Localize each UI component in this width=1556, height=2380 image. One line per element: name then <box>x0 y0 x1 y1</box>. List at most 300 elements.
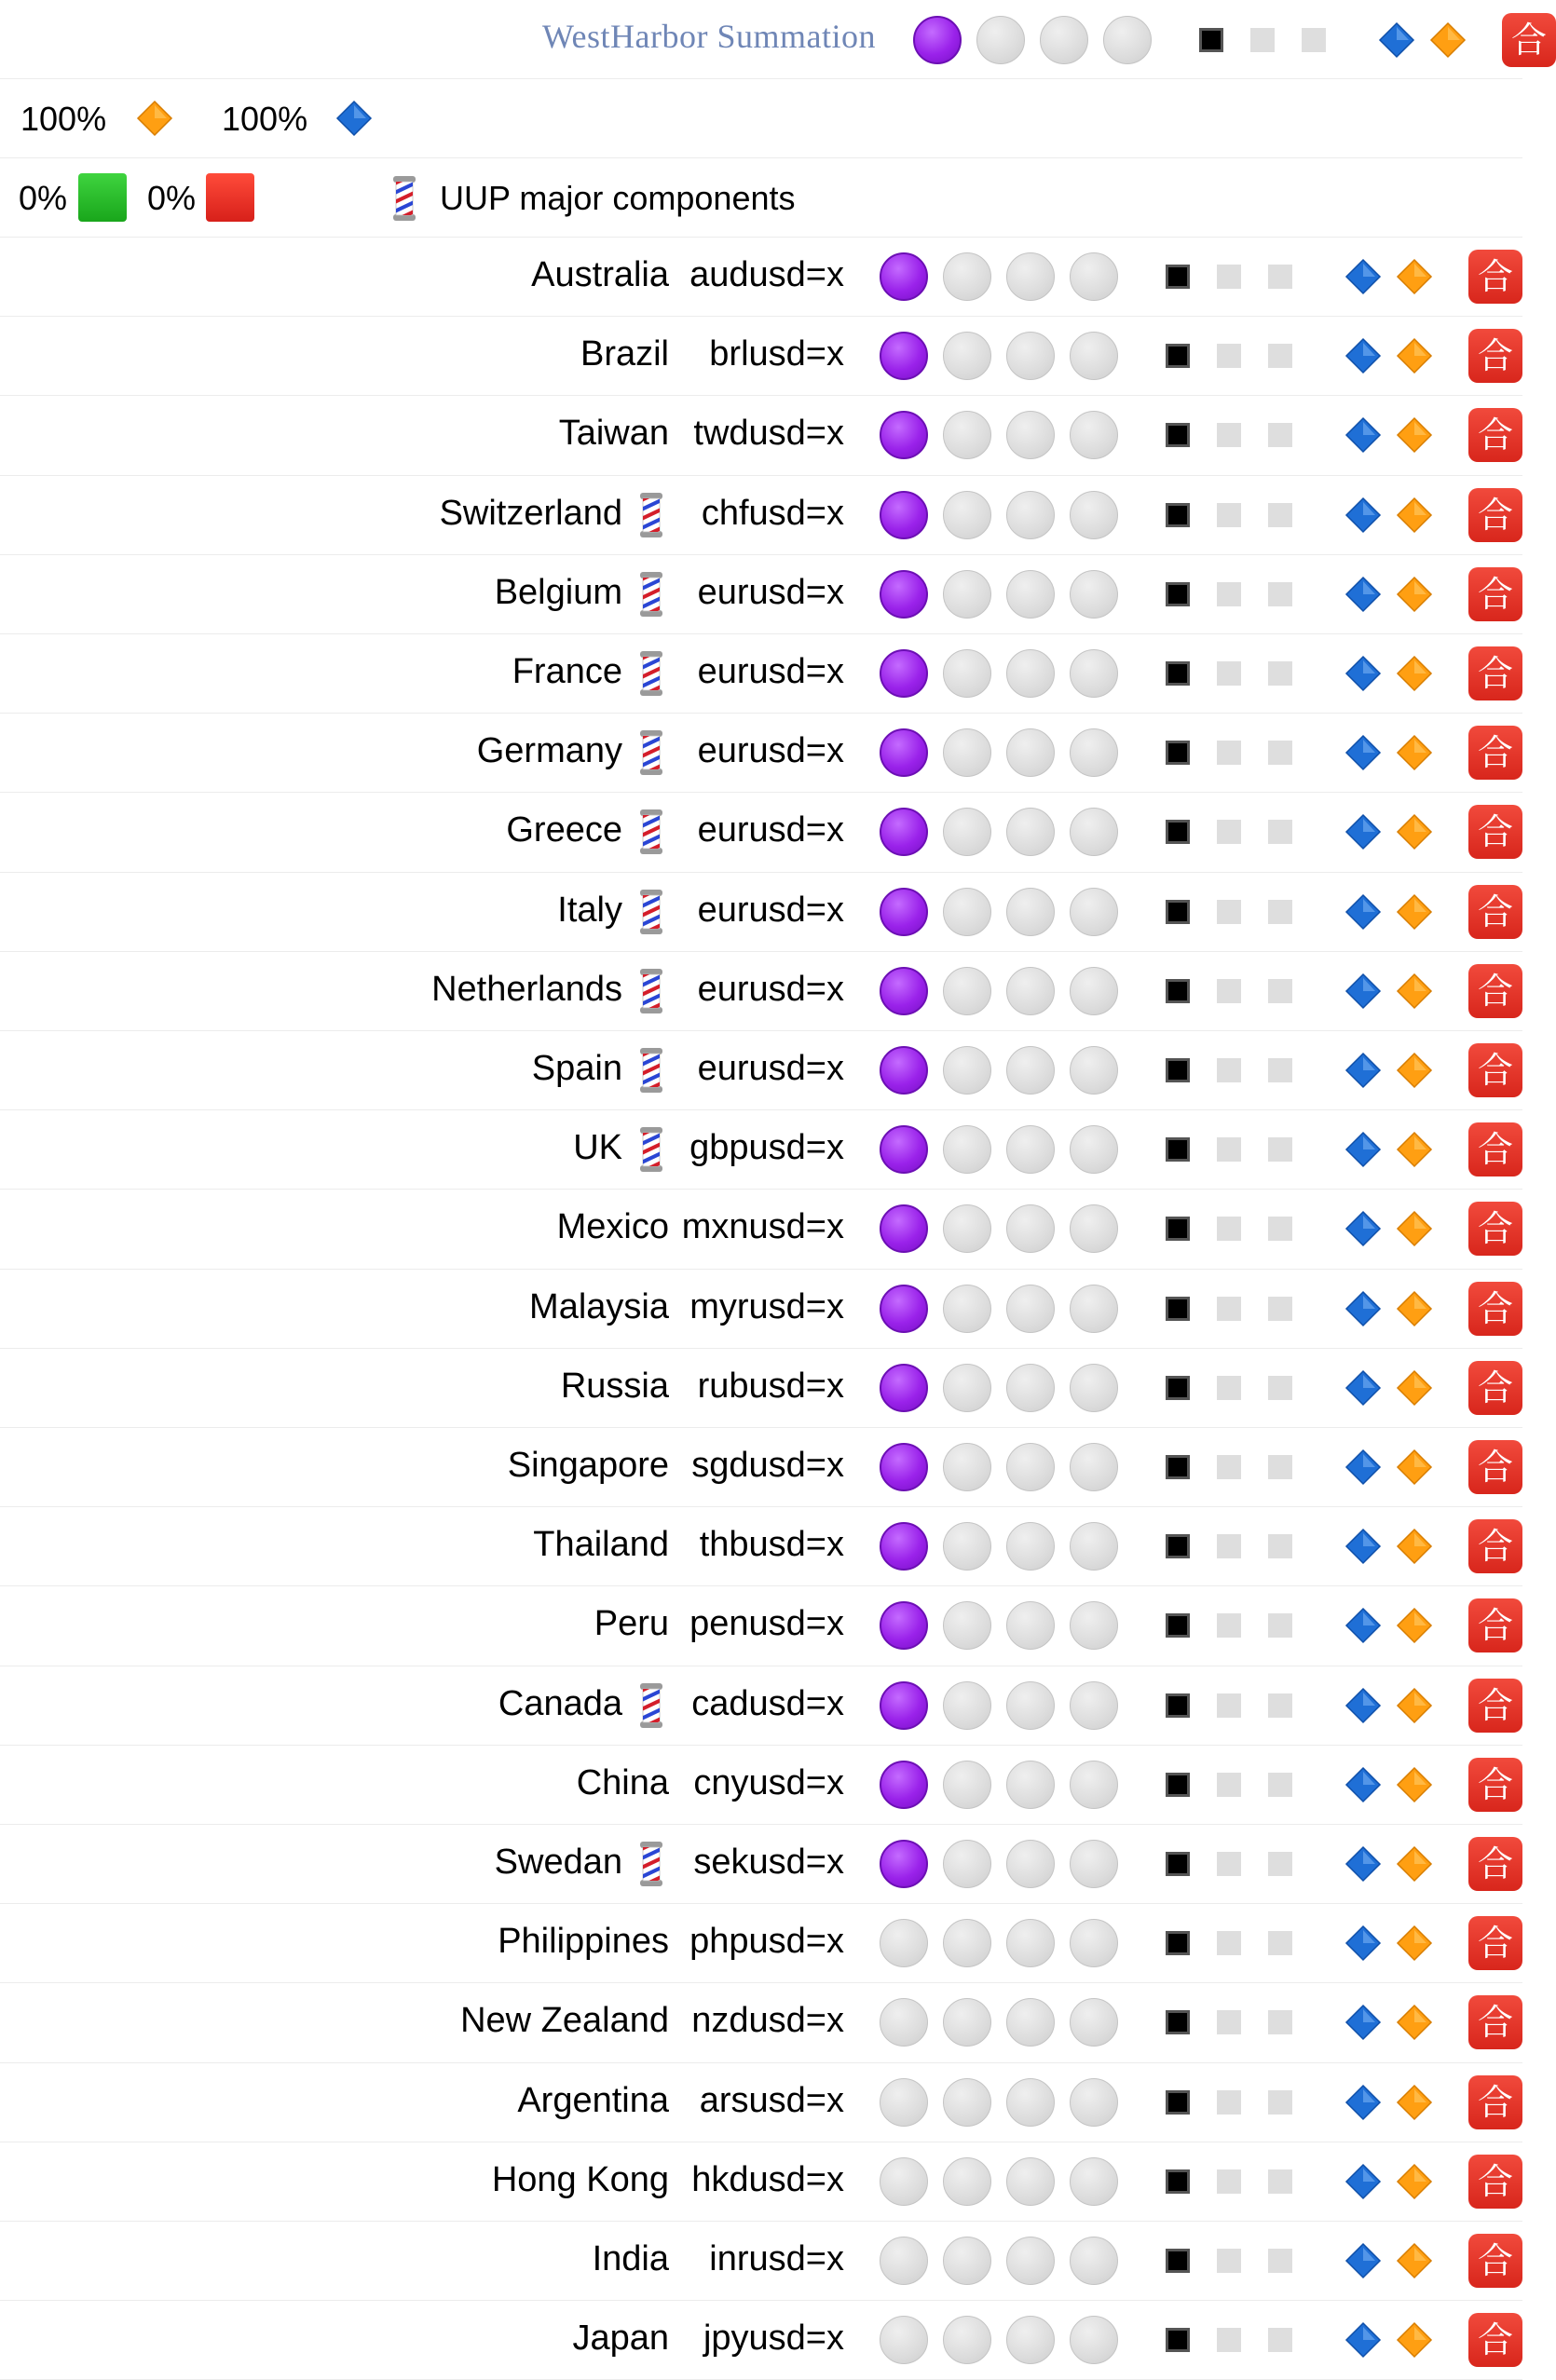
gray-square-button[interactable] <box>1268 1773 1292 1797</box>
purple-circle-button[interactable] <box>880 1522 928 1571</box>
purple-circle-button[interactable] <box>880 728 928 777</box>
gray-circle-button[interactable] <box>943 649 991 698</box>
gray-circle-button[interactable] <box>1006 491 1055 539</box>
ticker-label: brlusd=x <box>709 334 844 374</box>
country-name: Philippines <box>498 1922 669 1962</box>
orange-diamond-icon[interactable] <box>1396 1448 1433 1486</box>
black-square-button[interactable] <box>1166 582 1190 606</box>
orange-diamond-icon[interactable] <box>1396 1924 1433 1962</box>
country-row <box>0 2301 1522 2380</box>
purple-circle-button[interactable] <box>880 808 928 856</box>
gray-square-button[interactable] <box>1268 1613 1292 1638</box>
gray-square-button[interactable] <box>1217 2090 1241 2115</box>
gray-circle-button[interactable] <box>880 2078 928 2127</box>
gray-circle-button[interactable] <box>943 1125 991 1174</box>
country-name: Netherlands <box>431 969 622 1009</box>
blue-diamond-icon[interactable] <box>1344 1845 1382 1883</box>
gray-circle-button[interactable] <box>1070 1601 1118 1650</box>
gray-circle-button[interactable] <box>1070 1443 1118 1491</box>
kanji-button[interactable]: 合 <box>1468 567 1522 621</box>
barber-pole-icon <box>635 968 667 1014</box>
black-square-button[interactable] <box>1166 1455 1190 1479</box>
gray-circle-button[interactable] <box>1006 2316 1055 2364</box>
country-row <box>0 476 1522 555</box>
country-name: India <box>592 2239 669 2278</box>
black-square-button[interactable] <box>1166 1137 1190 1162</box>
orange-diamond-icon[interactable] <box>1396 893 1433 931</box>
gray-circle-button[interactable] <box>1070 1364 1118 1412</box>
blue-diamond-icon[interactable] <box>1344 972 1382 1010</box>
ticker-label: rubusd=x <box>697 1366 844 1406</box>
black-square-button[interactable] <box>1199 28 1223 52</box>
purple-circle-button[interactable] <box>880 1364 928 1412</box>
gray-circle-button[interactable] <box>1070 1285 1118 1333</box>
gray-square-button[interactable] <box>1268 1852 1292 1876</box>
gray-square-button[interactable] <box>1268 1534 1292 1558</box>
gray-square-button[interactable] <box>1268 1137 1292 1162</box>
gray-square-button[interactable] <box>1217 2328 1241 2352</box>
gray-circle-button[interactable] <box>1070 2316 1118 2364</box>
gray-circle-button[interactable] <box>943 1998 991 2047</box>
gray-circle-button[interactable] <box>943 1761 991 1809</box>
gray-circle-button[interactable] <box>1006 1125 1055 1174</box>
kanji-button[interactable]: 合 <box>1468 329 1522 383</box>
gray-square-button[interactable] <box>1268 1376 1292 1400</box>
kanji-button[interactable]: 合 <box>1468 1519 1522 1573</box>
black-square-button[interactable] <box>1166 979 1190 1003</box>
gray-square-button[interactable] <box>1250 28 1275 52</box>
purple-circle-button[interactable] <box>880 1761 928 1809</box>
gray-circle-button[interactable] <box>943 808 991 856</box>
gray-circle-button[interactable] <box>1070 1919 1118 1967</box>
gray-circle-button[interactable] <box>976 16 1025 64</box>
black-square-button[interactable] <box>1166 2328 1190 2352</box>
gray-square-button[interactable] <box>1217 1931 1241 1955</box>
gray-circle-button[interactable] <box>943 2157 991 2206</box>
gray-circle-button[interactable] <box>943 1681 991 1730</box>
gray-circle-button[interactable] <box>1006 1681 1055 1730</box>
gray-circle-button[interactable] <box>1070 1522 1118 1571</box>
gray-square-button[interactable] <box>1268 820 1292 844</box>
black-square-button[interactable] <box>1166 820 1190 844</box>
gray-circle-button[interactable] <box>1070 1681 1118 1730</box>
gray-square-button[interactable] <box>1268 661 1292 686</box>
black-square-button[interactable] <box>1166 1297 1190 1321</box>
blue-diamond-icon[interactable] <box>1344 416 1382 454</box>
gray-circle-button[interactable] <box>1006 1601 1055 1650</box>
gray-square-button[interactable] <box>1217 1613 1241 1638</box>
blue-diamond-icon[interactable] <box>1344 337 1382 374</box>
blue-diamond-icon[interactable] <box>1344 1131 1382 1168</box>
gray-circle-button[interactable] <box>1040 16 1088 64</box>
blue-diamond-icon[interactable] <box>1344 1924 1382 1962</box>
gray-square-button[interactable] <box>1217 582 1241 606</box>
black-square-button[interactable] <box>1166 1058 1190 1082</box>
kanji-button[interactable]: 合 <box>1468 964 1522 1018</box>
gray-circle-button[interactable] <box>943 728 991 777</box>
blue-diamond-icon[interactable] <box>1344 813 1382 850</box>
kanji-button[interactable]: 合 <box>1468 646 1522 700</box>
blue-diamond-icon[interactable] <box>1344 2242 1382 2279</box>
gray-circle-button[interactable] <box>943 967 991 1015</box>
gray-circle-button[interactable] <box>1070 888 1118 936</box>
gray-circle-button[interactable] <box>1070 252 1118 301</box>
gray-square-button[interactable] <box>1217 661 1241 686</box>
blue-diamond-icon[interactable] <box>1344 1290 1382 1327</box>
gray-square-button[interactable] <box>1268 423 1292 447</box>
gray-circle-button[interactable] <box>1006 1840 1055 1888</box>
black-square-button[interactable] <box>1166 1534 1190 1558</box>
gray-circle-button[interactable] <box>1006 411 1055 459</box>
kanji-button[interactable]: 合 <box>1468 805 1522 859</box>
black-square-button[interactable] <box>1166 1376 1190 1400</box>
purple-circle-button[interactable] <box>880 570 928 619</box>
black-square-button[interactable] <box>1166 423 1190 447</box>
gray-circle-button[interactable] <box>880 1998 928 2047</box>
gray-circle-button[interactable] <box>943 1364 991 1412</box>
gray-circle-button[interactable] <box>1070 808 1118 856</box>
gray-square-button[interactable] <box>1268 979 1292 1003</box>
black-square-button[interactable] <box>1166 344 1190 368</box>
gray-square-button[interactable] <box>1217 2249 1241 2273</box>
barber-pole-icon <box>635 650 667 697</box>
gray-circle-button[interactable] <box>1006 570 1055 619</box>
purple-circle-button[interactable] <box>880 1840 928 1888</box>
kanji-button[interactable]: 合 <box>1468 1361 1522 1415</box>
gray-circle-button[interactable] <box>1006 808 1055 856</box>
gray-square-button[interactable] <box>1268 900 1292 924</box>
gray-circle-button[interactable] <box>1070 1046 1118 1095</box>
ticker-label: jpyusd=x <box>703 2319 844 2359</box>
purple-circle-button[interactable] <box>880 1046 928 1095</box>
purple-circle-button[interactable] <box>880 252 928 301</box>
gray-square-button[interactable] <box>1268 2328 1292 2352</box>
gray-circle-button[interactable] <box>943 252 991 301</box>
gray-circle-button[interactable] <box>1070 967 1118 1015</box>
gray-square-button[interactable] <box>1217 1852 1241 1876</box>
purple-circle-button[interactable] <box>880 649 928 698</box>
kanji-button[interactable]: 合 <box>1468 2234 1522 2288</box>
orange-diamond-icon[interactable] <box>1396 576 1433 613</box>
kanji-button[interactable]: 合 <box>1468 1916 1522 1970</box>
orange-diamond-icon[interactable] <box>1396 2004 1433 2041</box>
gray-circle-button[interactable] <box>943 1204 991 1253</box>
kanji-button[interactable]: 合 <box>1468 885 1522 939</box>
blue-diamond-icon[interactable] <box>1344 1369 1382 1407</box>
gray-circle-button[interactable] <box>943 491 991 539</box>
gray-square-button[interactable] <box>1217 344 1241 368</box>
country-name: Germany <box>476 731 622 771</box>
gray-circle-button[interactable] <box>943 1285 991 1333</box>
gray-circle-button[interactable] <box>943 1046 991 1095</box>
gray-circle-button[interactable] <box>1070 649 1118 698</box>
blue-diamond-icon[interactable] <box>1344 1052 1382 1089</box>
purple-circle-button[interactable] <box>880 491 928 539</box>
gray-square-button[interactable] <box>1268 2249 1292 2273</box>
ticker-label: penusd=x <box>689 1604 844 1644</box>
orange-diamond-icon[interactable] <box>1396 258 1433 295</box>
gray-circle-button[interactable] <box>1006 728 1055 777</box>
gray-circle-button[interactable] <box>1070 2078 1118 2127</box>
gray-square-button[interactable] <box>1268 1931 1292 1955</box>
country-name: Argentina <box>517 2080 669 2120</box>
orange-diamond-icon[interactable] <box>1396 1052 1433 1089</box>
kanji-button[interactable]: 合 <box>1468 1202 1522 1256</box>
gray-circle-button[interactable] <box>943 332 991 380</box>
black-square-button[interactable] <box>1166 1217 1190 1241</box>
gray-circle-button[interactable] <box>943 1443 991 1491</box>
gray-circle-button[interactable] <box>1006 1285 1055 1333</box>
orange-diamond-icon[interactable] <box>1396 972 1433 1010</box>
black-square-button[interactable] <box>1166 1613 1190 1638</box>
kanji-button[interactable]: 合 <box>1468 1043 1522 1097</box>
kanji-button[interactable]: 合 <box>1468 408 1522 462</box>
orange-diamond-icon[interactable] <box>1429 21 1467 59</box>
kanji-button[interactable]: 合 <box>1468 726 1522 780</box>
purple-circle-button[interactable] <box>880 1443 928 1491</box>
orange-diamond-icon[interactable] <box>1396 1131 1433 1168</box>
kanji-button[interactable]: 合 <box>1468 1598 1522 1652</box>
orange-diamond-icon[interactable] <box>1396 1766 1433 1803</box>
gray-circle-button[interactable] <box>1006 252 1055 301</box>
gray-circle-button[interactable] <box>943 1840 991 1888</box>
country-row <box>0 1825 1522 1904</box>
blue-diamond-icon[interactable] <box>1378 21 1415 59</box>
gray-square-button[interactable] <box>1217 1534 1241 1558</box>
kanji-button[interactable]: 合 <box>1468 1995 1522 2049</box>
gray-square-button[interactable] <box>1217 2010 1241 2034</box>
gray-circle-button[interactable] <box>1070 1840 1118 1888</box>
gray-circle-button[interactable] <box>1006 1522 1055 1571</box>
orange-diamond-icon[interactable] <box>1396 1845 1433 1883</box>
blue-diamond-icon[interactable] <box>1344 2163 1382 2200</box>
orange-diamond-icon[interactable] <box>1396 734 1433 771</box>
black-square-button[interactable] <box>1166 2090 1190 2115</box>
orange-diamond-icon[interactable] <box>1396 1369 1433 1407</box>
gray-circle-button[interactable] <box>943 2237 991 2285</box>
blue-diamond-icon[interactable] <box>1344 1448 1382 1486</box>
gray-circle-button[interactable] <box>943 2316 991 2364</box>
country-row <box>0 1904 1522 1983</box>
country-name: Taiwan <box>558 414 669 454</box>
country-row <box>0 714 1522 793</box>
blue-diamond-icon[interactable] <box>1344 2084 1382 2121</box>
kanji-button[interactable]: 合 <box>1468 1440 1522 1494</box>
gray-circle-button[interactable] <box>1070 491 1118 539</box>
gray-square-button[interactable] <box>1268 1693 1292 1718</box>
gray-circle-button[interactable] <box>1006 1204 1055 1253</box>
gray-circle-button[interactable] <box>943 1919 991 1967</box>
blue-diamond-icon[interactable] <box>1344 2004 1382 2041</box>
gray-square-button[interactable] <box>1268 1455 1292 1479</box>
blue-diamond-icon[interactable] <box>1344 258 1382 295</box>
purple-circle-button[interactable] <box>880 1125 928 1174</box>
gray-circle-button[interactable] <box>1070 2237 1118 2285</box>
gray-circle-button[interactable] <box>1006 1998 1055 2047</box>
purple-circle-button[interactable] <box>880 1681 928 1730</box>
blue-diamond-icon[interactable] <box>1344 655 1382 692</box>
gray-circle-button[interactable] <box>1006 649 1055 698</box>
gray-circle-button[interactable] <box>1006 1761 1055 1809</box>
orange-diamond-icon[interactable] <box>1396 2163 1433 2200</box>
kanji-button[interactable]: 合 <box>1468 2075 1522 2129</box>
orange-diamond-icon[interactable] <box>1396 1290 1433 1327</box>
blue-diamond-icon[interactable] <box>1344 1528 1382 1565</box>
black-square-button[interactable] <box>1166 265 1190 289</box>
green-percent: 0% <box>19 179 68 217</box>
orange-diamond-icon[interactable] <box>1396 1687 1433 1724</box>
gray-circle-button[interactable] <box>1070 1998 1118 2047</box>
gray-circle-button[interactable] <box>943 411 991 459</box>
gray-circle-button[interactable] <box>1006 2078 1055 2127</box>
blue-diamond-icon[interactable] <box>1344 2321 1382 2359</box>
blue-diamond-icon[interactable] <box>1344 893 1382 931</box>
gray-circle-button[interactable] <box>943 2078 991 2127</box>
blue-diamond-icon[interactable] <box>1344 576 1382 613</box>
gray-square-button[interactable] <box>1268 2090 1292 2115</box>
gray-circle-button[interactable] <box>1070 1125 1118 1174</box>
kanji-button[interactable]: 合 <box>1468 488 1522 542</box>
gray-square-button[interactable] <box>1302 28 1326 52</box>
gray-square-button[interactable] <box>1217 1217 1241 1241</box>
black-square-button[interactable] <box>1166 741 1190 765</box>
gray-square-button[interactable] <box>1268 1217 1292 1241</box>
blue-diamond-icon[interactable] <box>1344 734 1382 771</box>
gray-circle-button[interactable] <box>1070 728 1118 777</box>
kanji-button[interactable]: 合 <box>1468 250 1522 304</box>
black-square-button[interactable] <box>1166 900 1190 924</box>
gray-circle-button[interactable] <box>1103 16 1152 64</box>
gray-circle-button[interactable] <box>1006 332 1055 380</box>
orange-diamond-icon[interactable] <box>1396 2321 1433 2359</box>
gray-square-button[interactable] <box>1268 741 1292 765</box>
gray-square-button[interactable] <box>1217 1773 1241 1797</box>
black-square-button[interactable] <box>1166 1693 1190 1718</box>
gray-circle-button[interactable] <box>1070 332 1118 380</box>
purple-circle-button[interactable] <box>880 967 928 1015</box>
black-square-button[interactable] <box>1166 1773 1190 1797</box>
black-square-button[interactable] <box>1166 661 1190 686</box>
black-square-button[interactable] <box>1166 1931 1190 1955</box>
black-square-button[interactable] <box>1166 2169 1190 2194</box>
gray-circle-button[interactable] <box>943 1601 991 1650</box>
blue-diamond-icon[interactable] <box>1344 1687 1382 1724</box>
orange-diamond-icon[interactable] <box>1396 496 1433 534</box>
gray-square-button[interactable] <box>1268 344 1292 368</box>
gray-circle-button[interactable] <box>1070 2157 1118 2206</box>
gray-circle-button[interactable] <box>880 2316 928 2364</box>
purple-circle-button[interactable] <box>880 888 928 936</box>
orange-diamond-icon[interactable] <box>1396 1607 1433 1644</box>
gray-square-button[interactable] <box>1217 1137 1241 1162</box>
kanji-button[interactable]: 合 <box>1468 1837 1522 1891</box>
gray-circle-button[interactable] <box>880 1919 928 1967</box>
purple-circle-button[interactable] <box>880 1204 928 1253</box>
gray-circle-button[interactable] <box>1006 1443 1055 1491</box>
orange-diamond-icon[interactable] <box>1396 2084 1433 2121</box>
orange-diamond-icon[interactable] <box>1396 655 1433 692</box>
orange-diamond-icon[interactable] <box>1396 2242 1433 2279</box>
blue-diamond-icon[interactable] <box>1344 1766 1382 1803</box>
gray-circle-button[interactable] <box>943 888 991 936</box>
black-square-button[interactable] <box>1166 2010 1190 2034</box>
gray-circle-button[interactable] <box>880 2237 928 2285</box>
black-square-button[interactable] <box>1166 2249 1190 2273</box>
gray-square-button[interactable] <box>1268 1297 1292 1321</box>
gray-square-button[interactable] <box>1217 900 1241 924</box>
gray-circle-button[interactable] <box>943 1522 991 1571</box>
gray-square-button[interactable] <box>1217 820 1241 844</box>
gray-square-button[interactable] <box>1217 265 1241 289</box>
kanji-button[interactable]: 合 <box>1468 2313 1522 2367</box>
purple-circle-button[interactable] <box>880 332 928 380</box>
gray-square-button[interactable] <box>1268 503 1292 527</box>
gray-circle-button[interactable] <box>1070 1204 1118 1253</box>
gray-square-button[interactable] <box>1268 2010 1292 2034</box>
gray-square-button[interactable] <box>1217 423 1241 447</box>
gray-square-button[interactable] <box>1217 979 1241 1003</box>
ticker-label: nzdusd=x <box>691 2001 844 2041</box>
orange-diamond-icon[interactable] <box>1396 416 1433 454</box>
kanji-button[interactable]: 合 <box>1468 1679 1522 1733</box>
gray-square-button[interactable] <box>1217 741 1241 765</box>
orange-diamond-icon[interactable] <box>1396 1210 1433 1247</box>
orange-diamond-icon[interactable] <box>1396 813 1433 850</box>
gray-circle-button[interactable] <box>1006 2237 1055 2285</box>
kanji-button[interactable]: 合 <box>1468 2155 1522 2209</box>
orange-diamond-icon[interactable] <box>1396 337 1433 374</box>
gray-square-button[interactable] <box>1217 1376 1241 1400</box>
gray-circle-button[interactable] <box>1070 1761 1118 1809</box>
gray-circle-button[interactable] <box>1006 2157 1055 2206</box>
gray-square-button[interactable] <box>1268 265 1292 289</box>
gray-square-button[interactable] <box>1268 582 1292 606</box>
blue-diamond-icon[interactable] <box>1344 496 1382 534</box>
gray-square-button[interactable] <box>1217 1455 1241 1479</box>
purple-circle-button[interactable] <box>880 1285 928 1333</box>
gray-circle-button[interactable] <box>1070 570 1118 619</box>
gray-square-button[interactable] <box>1217 2169 1241 2194</box>
gray-square-button[interactable] <box>1268 2169 1292 2194</box>
gray-square-button[interactable] <box>1268 1058 1292 1082</box>
ticker-label: chfusd=x <box>701 493 844 533</box>
orange-diamond-icon[interactable] <box>1396 1528 1433 1565</box>
gray-circle-button[interactable] <box>1006 888 1055 936</box>
blue-diamond-icon[interactable] <box>1344 1607 1382 1644</box>
purple-circle-button[interactable] <box>880 411 928 459</box>
black-square-button[interactable] <box>1166 503 1190 527</box>
gray-circle-button[interactable] <box>943 570 991 619</box>
gray-circle-button[interactable] <box>1070 411 1118 459</box>
purple-circle-button[interactable] <box>913 16 962 64</box>
gray-circle-button[interactable] <box>880 2157 928 2206</box>
kanji-button[interactable]: 合 <box>1468 1122 1522 1176</box>
blue-diamond-icon[interactable] <box>1344 1210 1382 1247</box>
kanji-button[interactable]: 合 <box>1468 1282 1522 1336</box>
gray-circle-button[interactable] <box>1006 967 1055 1015</box>
gray-circle-button[interactable] <box>1006 1046 1055 1095</box>
gray-square-button[interactable] <box>1217 1693 1241 1718</box>
gray-circle-button[interactable] <box>1006 1364 1055 1412</box>
purple-circle-button[interactable] <box>880 1601 928 1650</box>
black-square-button[interactable] <box>1166 1852 1190 1876</box>
gray-square-button[interactable] <box>1217 1297 1241 1321</box>
kanji-button[interactable]: 合 <box>1502 13 1556 67</box>
gray-square-button[interactable] <box>1217 1058 1241 1082</box>
kanji-button[interactable]: 合 <box>1468 1758 1522 1812</box>
gray-square-button[interactable] <box>1217 503 1241 527</box>
gray-circle-button[interactable] <box>1006 1919 1055 1967</box>
